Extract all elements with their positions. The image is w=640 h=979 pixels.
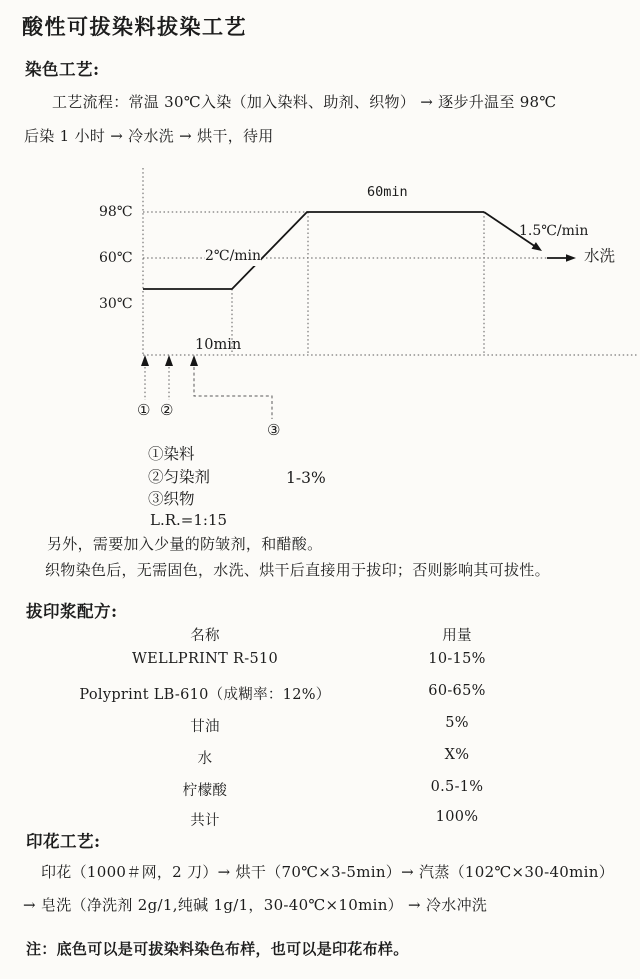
printing-section-heading: 印花工艺: — [26, 832, 101, 851]
paste-row-name: 甘油 — [190, 719, 220, 735]
paste-col-header-amount: 用量 — [442, 628, 472, 644]
printing-flow-line2: → 皂洗（净洗剂 2g/1,纯碱 1g/1，30-40℃×10min） → 冷水冲洗 — [23, 896, 488, 914]
footnote: 注：底色可以是可拔染料染色布样，也可以是印花布样。 — [26, 940, 409, 958]
paste-row-name: 柠檬酸 — [182, 783, 228, 799]
legend-item-1 — [148, 445, 195, 464]
paste-row-amount: 60-65% — [428, 683, 486, 699]
legend1-marker: ① — [148, 445, 164, 463]
heating-rate-label: 2℃/min — [205, 248, 262, 264]
wash-arrowhead-icon — [566, 254, 576, 262]
dyeing-flow-line2: 后染 1 小时 → 冷水洗 → 烘干，待用 — [24, 127, 274, 145]
addition3-leader — [194, 367, 272, 419]
paste-row-amount: X% — [444, 747, 470, 763]
temperature-curve — [143, 212, 484, 289]
ytick-98c: 98℃ — [99, 204, 133, 220]
legend3-label: 织物 — [163, 490, 195, 508]
paste-row-amount: 10-15% — [428, 651, 486, 667]
legend1-label: 染料 — [163, 445, 195, 463]
ytick-60c: 60℃ — [99, 250, 133, 266]
paste-row-name: 共计 — [190, 813, 220, 829]
wash-label: 水洗 — [584, 247, 616, 265]
printing-flow-line1: 印花（1000＃网，2 刀）→ 烘干（70℃×3-5min）→ 汽蒸（102℃×30-40min） — [41, 863, 615, 881]
addition2-arrowhead-icon — [165, 355, 173, 366]
dyeing-section-heading: 染色工艺: — [25, 60, 100, 79]
addition3-arrowhead-icon — [190, 355, 198, 366]
paste-row-amount: 5% — [445, 715, 469, 731]
legend-item-2 — [148, 468, 210, 487]
ytick-30c: 30℃ — [99, 296, 133, 312]
addition3-marker: ③ — [267, 421, 281, 439]
paste-row-name: Polyprint LB-610（成糊率：12%） — [79, 687, 331, 703]
cooling-arrowhead-icon — [532, 242, 543, 251]
paste-section-heading: 拔印浆配方: — [26, 602, 118, 621]
dyeing-note-1: 另外，需要加入少量的防皱剂，和醋酸。 — [47, 535, 323, 553]
legend3-marker: ③ — [148, 490, 164, 508]
paste-row-amount: 100% — [435, 809, 479, 825]
dyeing-flow-line1: 工艺流程：常温 30℃入染（加入染料、助剂、织物） → 逐步升温至 98℃ — [52, 93, 557, 111]
paste-row-name: 水 — [197, 751, 213, 767]
dyeing-temperature-diagram — [0, 155, 640, 445]
paste-col-header-name: 名称 — [190, 628, 220, 644]
dyeing-note-2: 织物染色后，无需固色，水洗、烘干后直接用于拔印；否则影响其可拔性。 — [45, 561, 550, 579]
hold-98c-label: 60min — [367, 184, 408, 200]
liquor-ratio-label: L.R.=1:15 — [150, 511, 228, 529]
legend2-amount: 1-3% — [286, 469, 326, 487]
legend2-label: 匀染剂 — [163, 468, 211, 486]
addition1-arrowhead-icon — [141, 355, 149, 366]
paste-row-name: WELLPRINT R-510 — [131, 651, 279, 667]
initial-hold-label: 10min — [195, 337, 242, 353]
addition1-marker: ① — [137, 401, 151, 419]
legend2-marker: ② — [148, 468, 164, 486]
page-title: 酸性可拔染料拔染工艺 — [22, 14, 247, 39]
addition2-marker: ② — [160, 401, 174, 419]
paste-row-amount: 0.5-1% — [430, 779, 484, 795]
cooling-rate-label: 1.5℃/min — [519, 223, 589, 239]
legend-item-3 — [148, 490, 195, 509]
